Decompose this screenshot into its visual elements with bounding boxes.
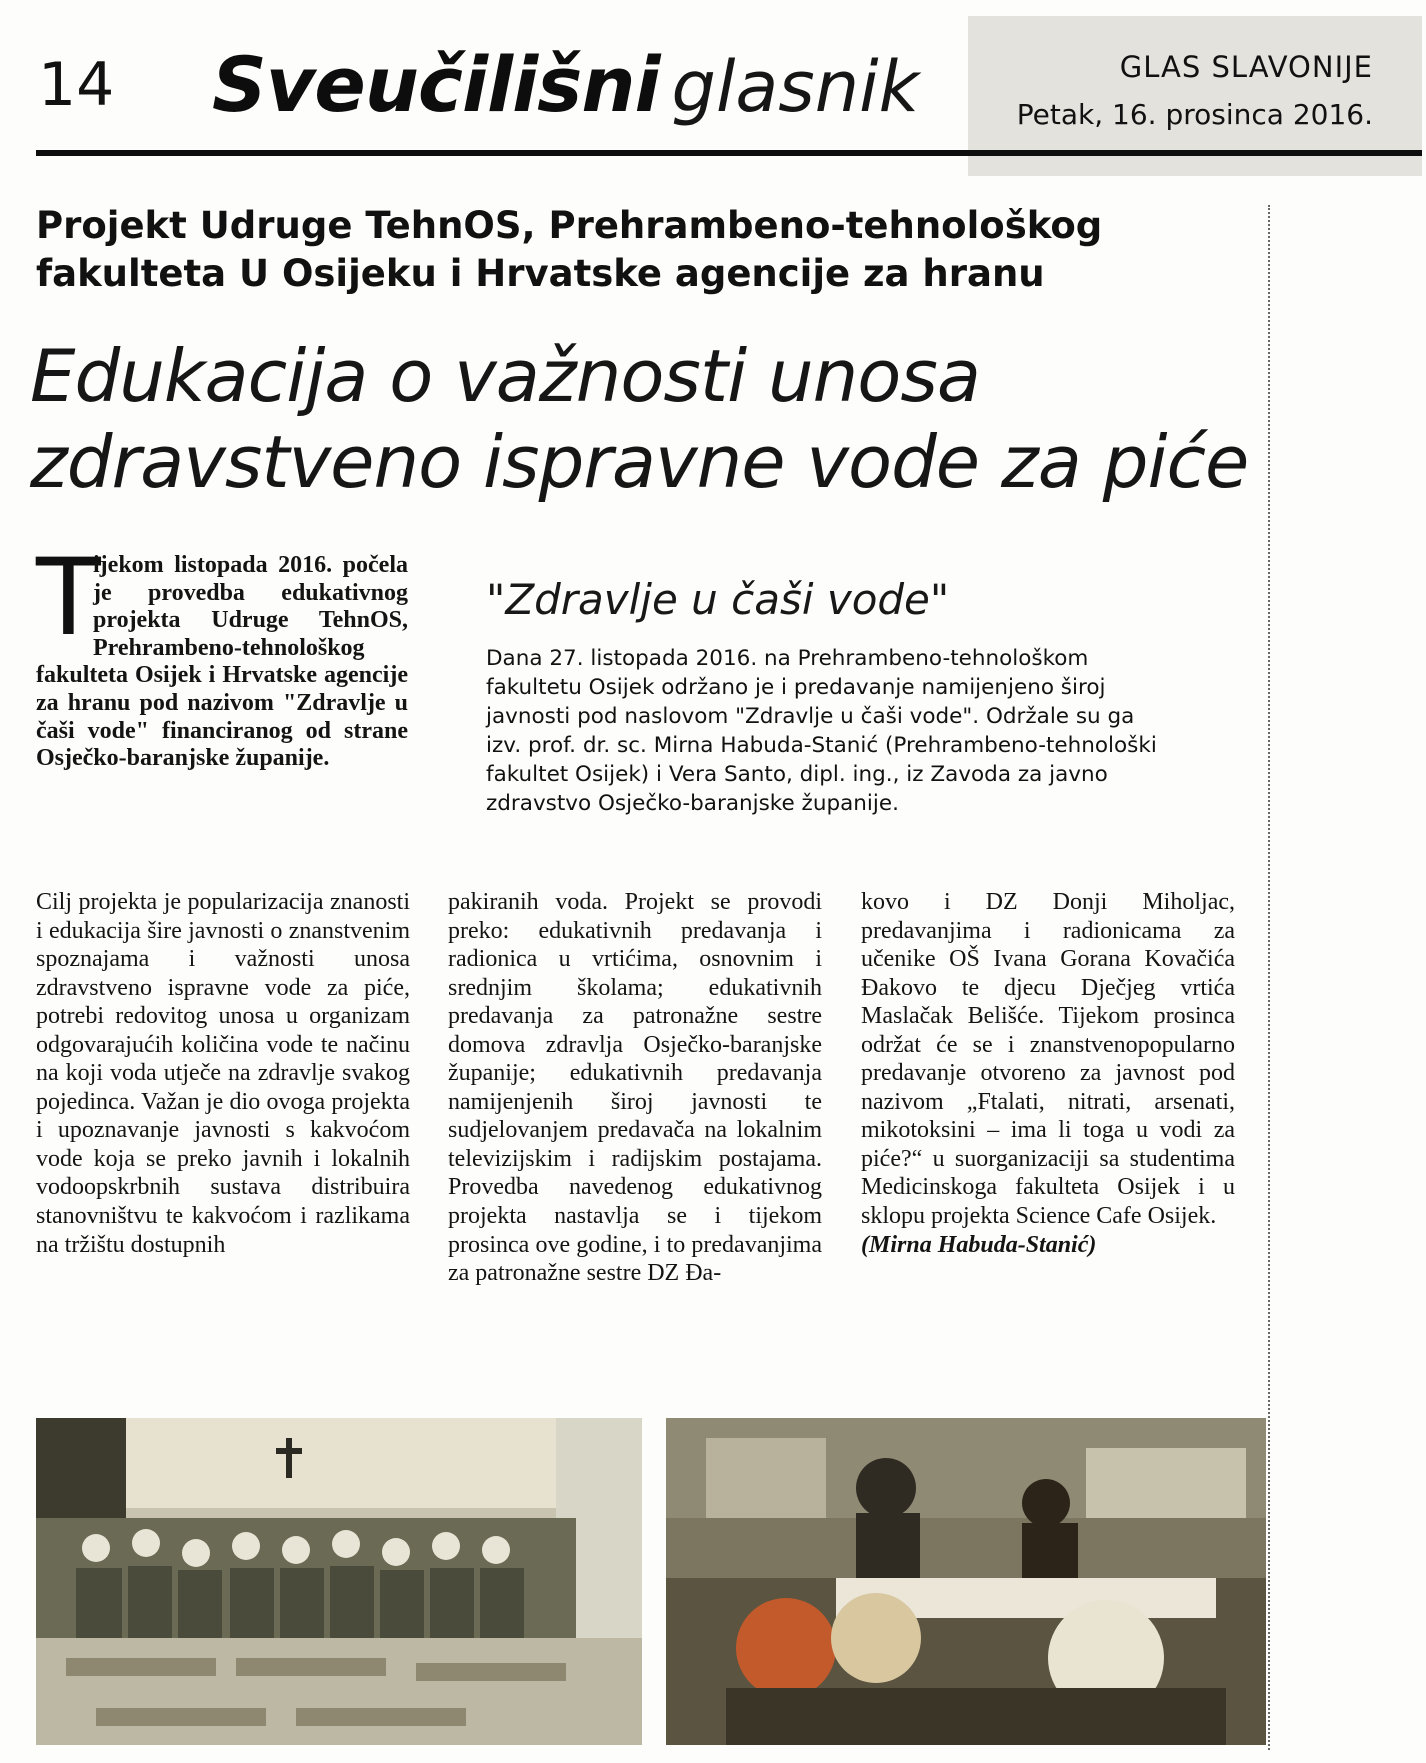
lecture-photo	[666, 1418, 1266, 1745]
page-number: 14	[38, 50, 115, 120]
newspaper-name: GLAS SLAVONIJE	[1119, 50, 1373, 84]
article-kicker: Projekt Udruge TehnOS, Prehrambeno-tehnološkog fakulteta U Osijeku i Hrvatske agencije za hranu	[36, 204, 1103, 295]
section-title	[212, 40, 919, 152]
box-text: Dana 27. listopada 2016. na Prehrambeno-tehnološkom fakultetu Osijek održano je i predavanje namijenjeno široj javnosti pod naslovom "Zdravlje u čaši vode". Održale su ga izv. prof. dr. sc. Mirna Habuda-Stanić (Prehrambeno-tehnološki fakultet Osijek) i Vera Santo, dipl. ing., iz Zavoda za javno zdravstvo Osječko-baranjske županije.	[486, 646, 1157, 816]
column-divider	[1268, 205, 1270, 1750]
classroom-photo	[36, 1418, 642, 1745]
headline-line-1: Edukacija o važnosti unosa	[30, 334, 980, 418]
body-column-3	[861, 888, 1235, 1259]
box-title: "Zdravlje u čaši vode"	[486, 575, 950, 624]
header-rule	[36, 150, 1422, 156]
lead-paragraph-text: ijekom listopada 2016. počela je provedba edukativnog projekta Udruge TehnOS, Prehrambeno-tehnološkog fakulteta Osijek i Hrvatske agencije za hranu pod nazivom "Zdravlje u čaši vode" financiranog od strane Osječko-baranjske županije.	[36, 552, 408, 772]
byline: (Mirna Habuda-Stanić)	[861, 1231, 1097, 1258]
body-column-1: Cilj projekta je popularizacija znanosti i edukacija šire javnosti o znanstvenim spoznajama i važnosti unosa zdravstveno ispravne vode za piće, potrebi redovitog unosa u organizam odgovarajućih količina vode te načinu na koji voda utječe na zdravlje svakog pojedinca. Važan je dio ovoga projekta i upoznavanje javnosti s kakvoćom vode koja se preko javnih i lokalnih vodoopskrbnih sustava distribuira stanovništvu te kakvoćom i razlikama na tržištu dostupnih	[36, 889, 410, 1258]
lead-dropcap: T	[36, 536, 101, 659]
lead-paragraph	[36, 536, 408, 773]
section-title-light: glasnik	[671, 46, 920, 128]
body-column-3-text: kovo i DZ Donji Miholjac, predavanjima i radionicama za učenike OŠ Ivana Gorana Kovačića Đakovo te djecu Dječjeg vrtića Maslačak Belišće. Tijekom prosinca održat će se i znanstvenopopularno predavanje otvoreno za javnost pod nazivom „Ftalati, nitrati, arsenati, mikotoksini – ima li toga u vodi za piće?“ u suorganizaciji sa studentima Medicinskoga fakulteta Osijek i u sklopu projekta Science Cafe Osijek.	[861, 889, 1235, 1230]
body-column-2: pakiranih voda. Projekt se provodi preko: edukativnih predavanja i radionica u vrtićima, osnovnim i srednjim školama; edukativnih predavanja za patronažne sestre domova zdravlja Osječko-baranjske županije; edukativnih predavanja namijenjenih široj javnosti te sudjelovanjem predavača na lokalnim televizijskim i radijskim postajama. Provedba navedenog edukativnog projekta nastavlja se i tijekom prosinca ove godine, i to predavanjima za patronažne sestre DZ Đa-	[448, 889, 822, 1287]
headline-line-2: zdravstveno ispravne vode za piće	[30, 420, 1249, 504]
section-title-bold: Sveučilišni	[212, 40, 660, 129]
issue-date: Petak, 16. prosinca 2016.	[1016, 98, 1373, 131]
